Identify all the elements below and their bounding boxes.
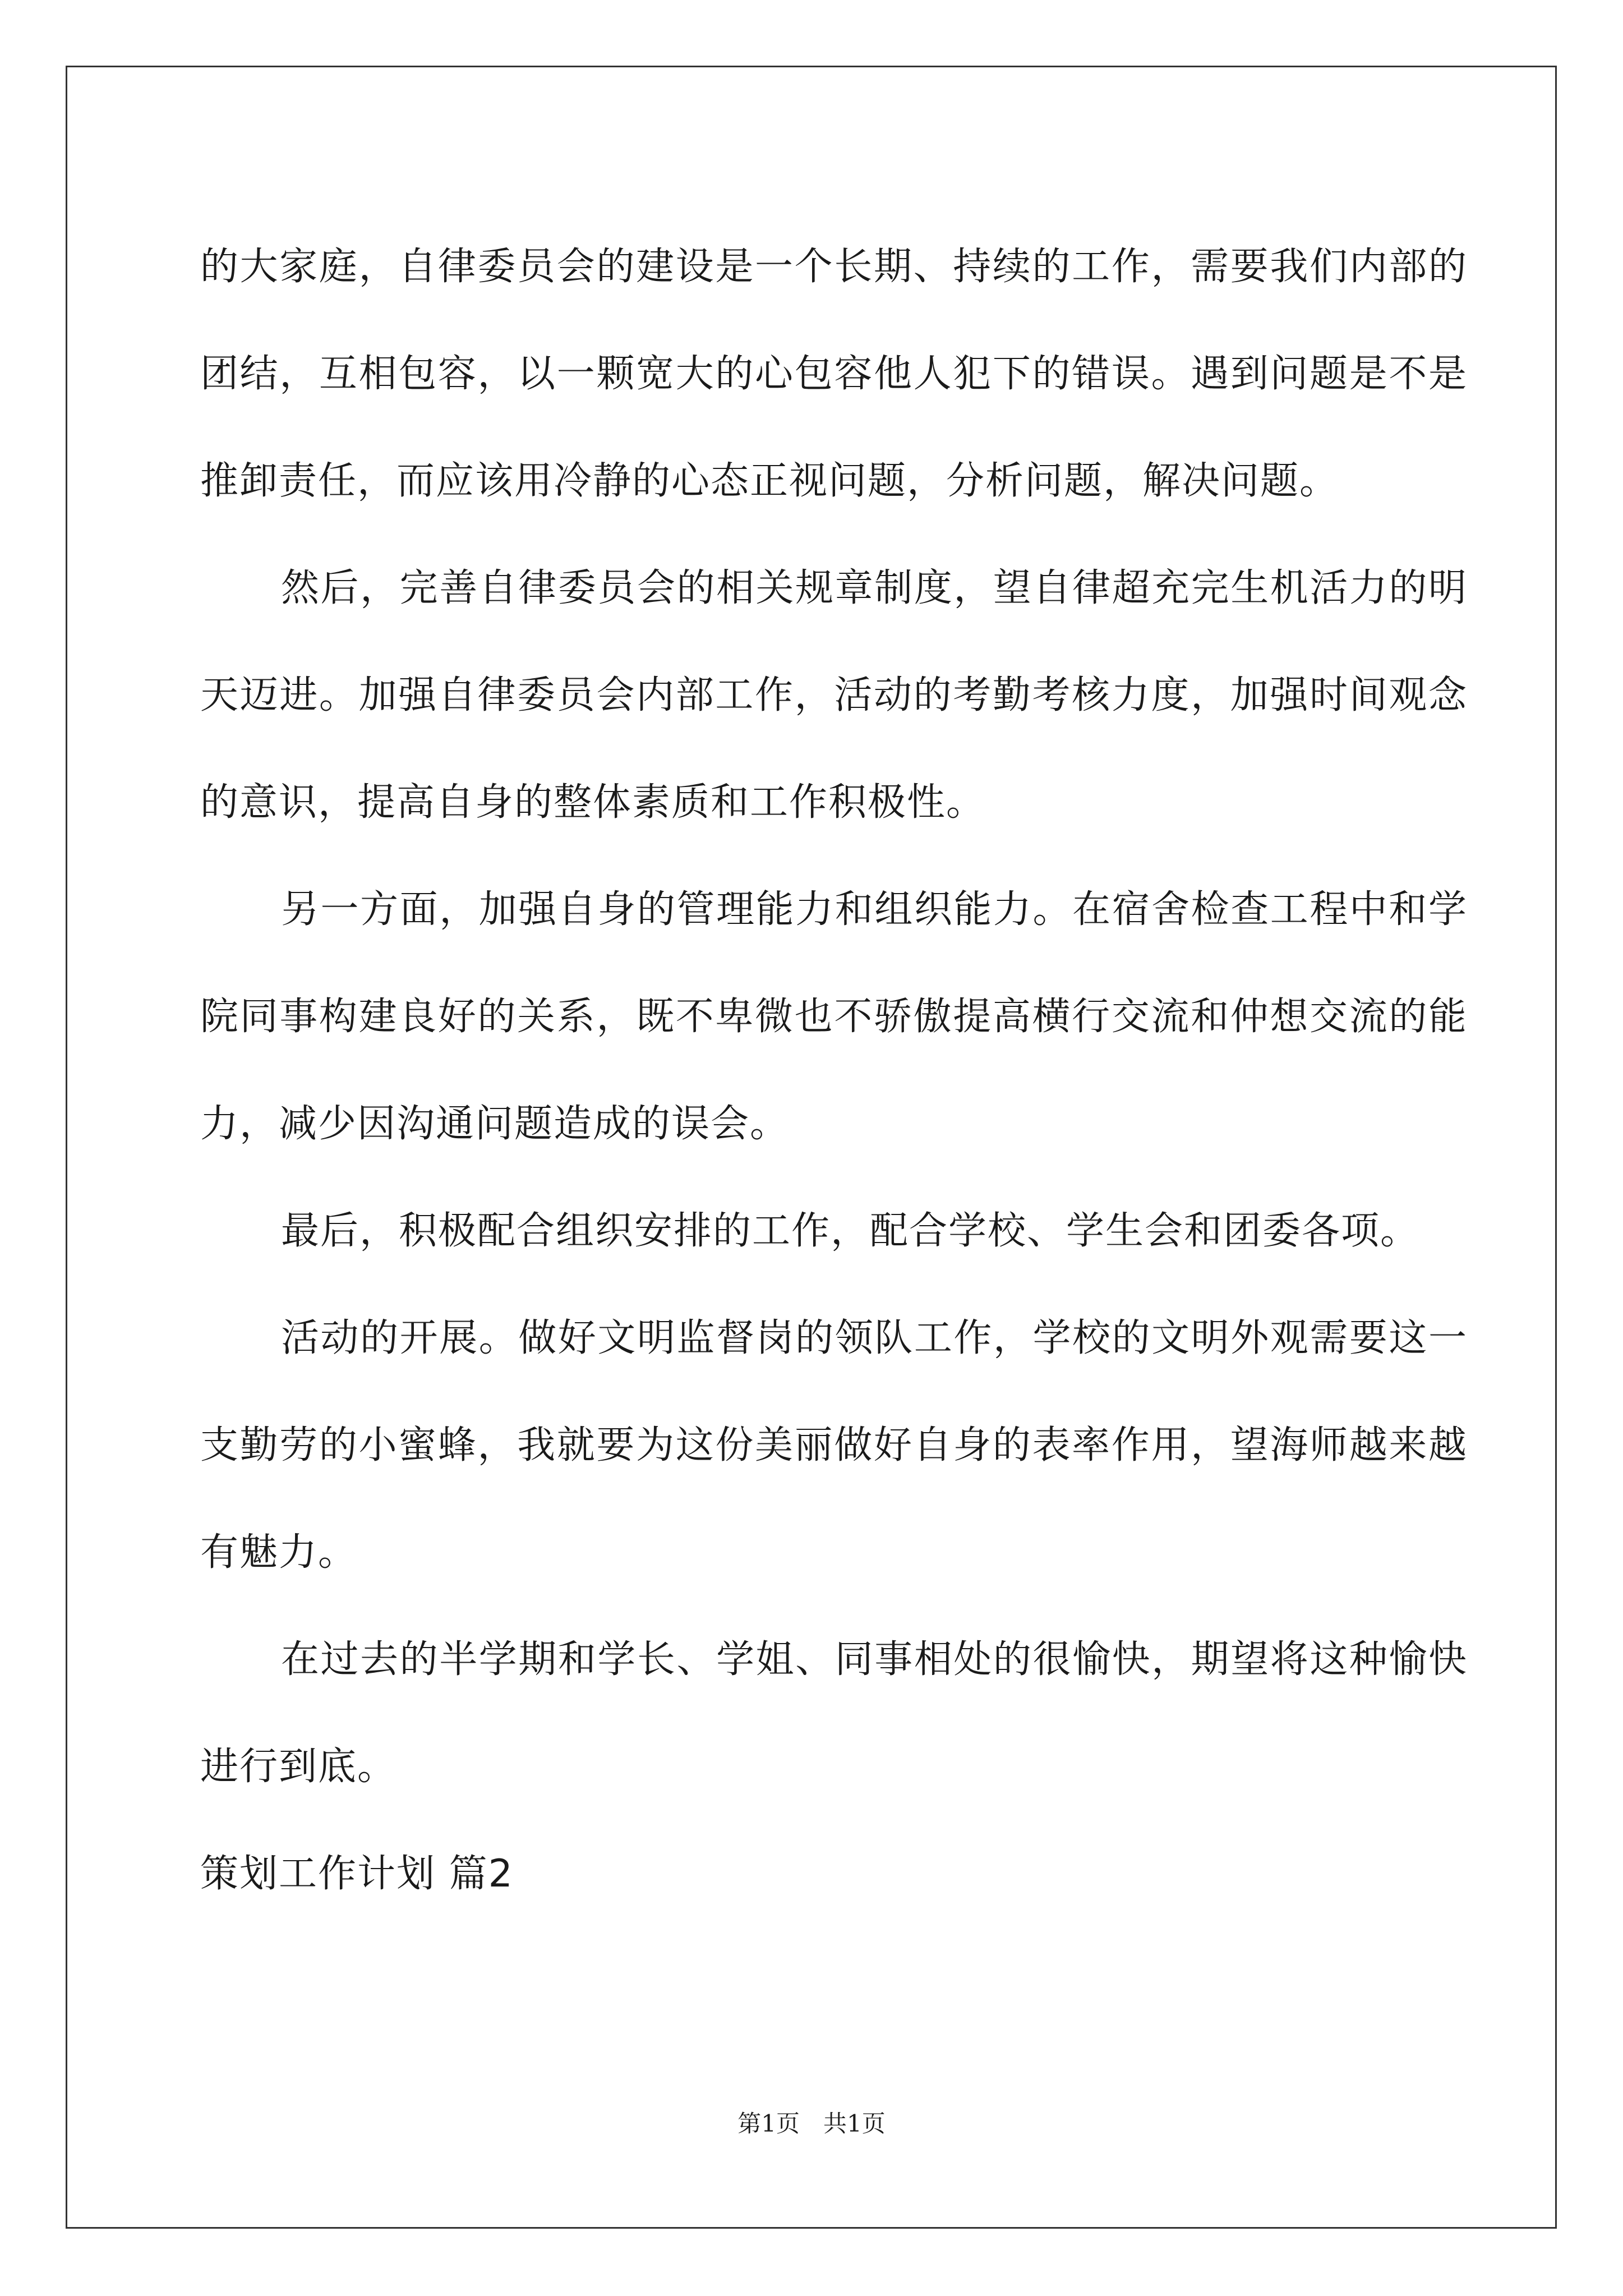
section-title: 策划工作计划 篇2 xyxy=(200,1852,514,1896)
document-body xyxy=(200,213,1468,1927)
paragraph-4: 最后，积极配合组织安排的工作，配合学校、学生会和团委各项。 xyxy=(281,1209,1420,1253)
paragraph-3: 另一方面，加强自身的管理能力和组织能力。在宿舍检查工程中和学院同事构建良好的关系，既不卑微也不骄傲提高横行交流和仲想交流的能力，减少因沟通问题造成的误会。 xyxy=(200,887,1468,1146)
page-footer: 第1页 共1页 xyxy=(737,2110,886,2137)
paragraph-1: 的大家庭，自律委员会的建设是一个长期、持续的工作，需要我们内部的团结，互相包容，以一颗宽大的心包容他人犯下的错误。遇到问题是不是推卸责任，而应该用冷静的心态正视问题，分析问题，解决问题。 xyxy=(200,245,1468,503)
paragraph-5: 活动的开展。做好文明监督岗的领队工作，学校的文明外观需要这一支勤劳的小蜜蜂，我就要为这份美丽做好自身的表率作用，望海师越来越有魅力。 xyxy=(200,1316,1468,1575)
paragraph-2: 然后，完善自律委员会的相关规章制度，望自律超充完生机活力的明天迈进。加强自律委员会内部工作，活动的考勤考核力度，加强时间观念的意识，提高自身的整体素质和工作积极性。 xyxy=(200,566,1468,825)
paragraph-6: 在过去的半学期和学长、学姐、同事相处的很愉快，期望将这种愉快进行到底。 xyxy=(200,1637,1468,1789)
